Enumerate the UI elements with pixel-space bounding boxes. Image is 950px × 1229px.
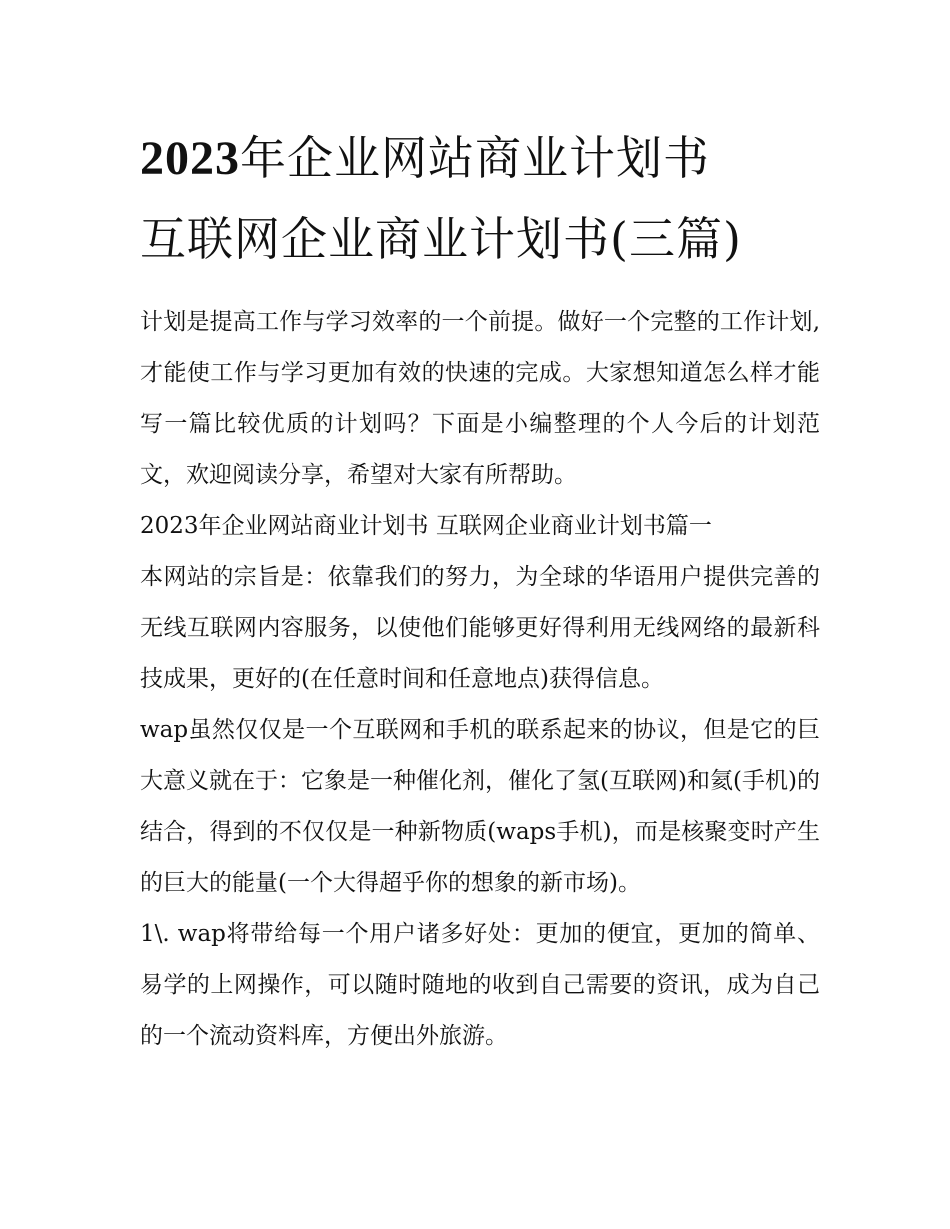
title-line-2: 互联网企业商业计划书(三篇) xyxy=(140,212,742,266)
title-line-1-text: 年企业网站商业计划书 xyxy=(240,131,710,185)
section-heading: 2023年企业网站商业计划书 互联网企业商业计划书篇一 xyxy=(140,513,712,539)
title-line-1 xyxy=(140,131,710,185)
body-paragraph: 1\. wap将带给每一个用户诸多好处：更加的便宜，更加的简单、易学的上网操作，可以随时随地的收到自己需要的资讯，成为自己的一个流动资料库，方便出外旅游。 xyxy=(140,921,820,1049)
title-year: 2023 xyxy=(140,132,240,185)
document-page xyxy=(140,118,820,1062)
body-paragraph: 本网站的宗旨是：依靠我们的努力，为全球的华语用户提供完善的无线互联网内容服务，以使他们能够更好得利用无线网络的最新科技成果，更好的(在任意时间和任意地点)获得信息。 xyxy=(140,564,820,692)
body-paragraph: wap虽然仅仅是一个互联网和手机的联系起来的协议，但是它的巨大意义就在于：它象是一种催化剂，催化了氢(互联网)和氦(手机)的结合，得到的不仅仅是一种新物质(waps手机)，而是核聚变时产生的巨大的能量(一个大得超乎你的想象的新市场)。 xyxy=(140,717,820,896)
document-body xyxy=(140,297,820,1062)
intro-paragraph: 计划是提高工作与学习效率的一个前提。做好一个完整的工作计划,才能使工作与学习更加有效的快速的完成。大家想知道怎么样才能写一篇比较优质的计划吗？下面是小编整理的个人今后的计划范文，欢迎阅读分享，希望对大家有所帮助。 xyxy=(140,309,820,488)
document-title xyxy=(140,118,820,279)
